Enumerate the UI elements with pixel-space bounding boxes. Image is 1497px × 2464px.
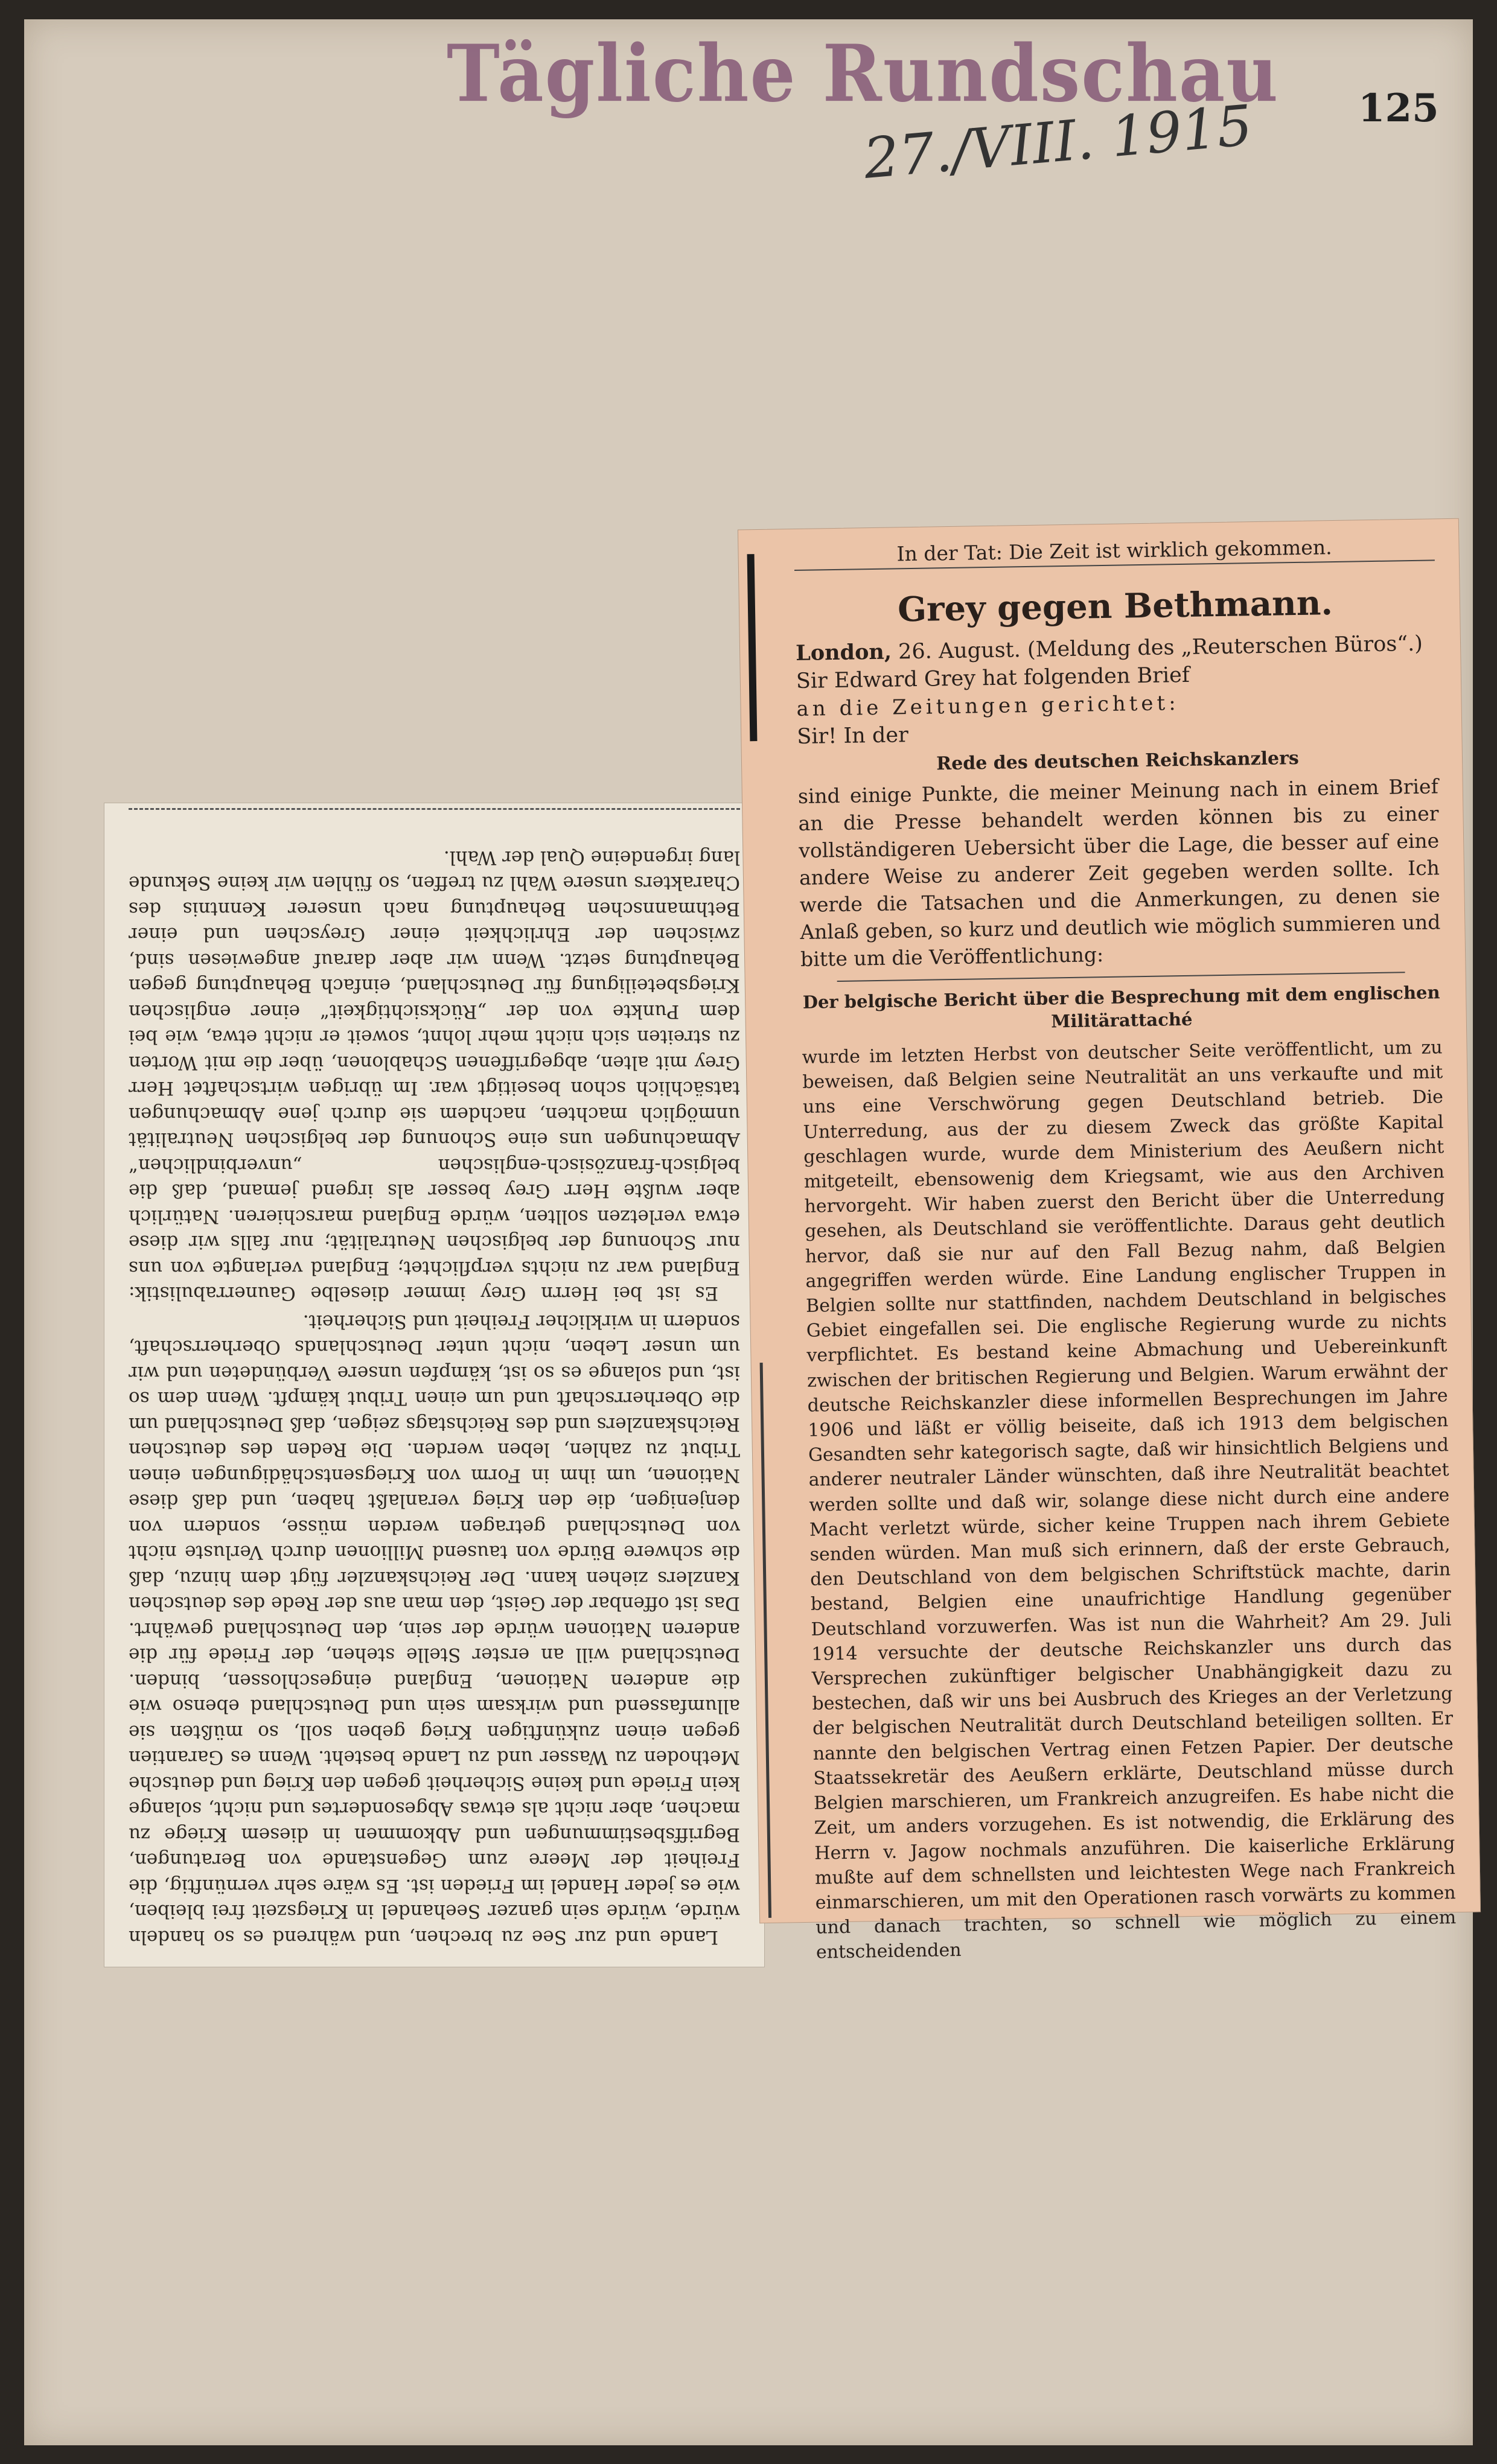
divider — [837, 972, 1405, 982]
clipping-paragraph: Lande und zur See zu brechen, und während es so handeln würde, würde sein ganzer Seehandel in Kriegszeit frei bleiben, wie es jeder Handel im Frieden ist. Es wäre sehr vernünftig, die Freiheit der Meere zum Gegenstande von Beratungen, Begriffsbestimmungen und Abkommen in diesem Kriege zu machen, aber nicht als etwas Abgesondertes und nicht, solange kein Friede und keine Sicherheit gegen den Krieg und deutsche Methoden zu Wasser und zu Lande besteht. Wenn es Garantien gegen einen zukünftigen Krieg geben soll, so müßten sie allumfassend und wirksam sein und Deutschland ebenso wie die anderen Nationen, England eingeschlossen, binden. Deutschland will an erster Stelle stehen, der Friede für die anderen Nationen würde der sein, den Deutschland gewährt. Das ist offenbar der Geist, den man aus der Rede des deutschen Kanzlers ziehen kann. Der Reichskanzler fügt dem hinzu, daß die schwere Bürde von tausend Millionen durch Verluste nicht von Deutschland getragen werden müsse, sondern von denjenigen, die den Krieg veranlaßt haben, und daß diese Nationen, um ihm in Form von Kriegsentschädigungen einen Tribut zu zahlen, leben werden. Die Reden des deutschen Reichskanzlers und des Reichstags zeigen, daß Deutschland um die Oberherrschaft und um einen Tribut kämpft. Wenn dem so ist, und solange es so ist, kämpfen unsere Verbündeten und wir um unser Leben, nicht unter Deutschlands Oberherrschaft, sondern in wirklicher Freiheit und Sicherheit. — [129, 1311, 740, 1948]
article-salutation: Sir! In der — [797, 723, 909, 750]
page-number: 125 — [1358, 86, 1439, 131]
article-headline: Grey gegen Bethmann. — [897, 583, 1333, 630]
article-intro-spaced: an die Zeitungen gerichtet: — [796, 691, 1179, 722]
main-clipping — [738, 518, 1481, 1964]
clipping-paragraph: Es ist bei Herrn Grey immer dieselbe Gaunerrabulistik: England war zu nichts verpflichtet; England verlangte von uns nur Schonung der belgischen Neutralität; nur falls wir diese etwa verletzen sollten, würde England marschieren. Natürlich aber wußte Herr Grey besser als irgend jemand, daß die belgisch-französisch-englischen „unverbindlichen“ Abmachungen uns eine Schonung der belgischen Neutralität unmöglich machten, nachdem sie durch jene Abmachungen tatsächlich schon beseitigt war. Im übrigen wirtschaftet Herr Grey mit alten, abgegriffenen Schablonen, über die mit Worten zu streiten sich nicht mehr lohnt, soweit er nicht etwa, wie bei dem Punkte von der „Rücksichtigkeit“ einer englischen Kriegsbeteiligung für Deutschland, einfach Behauptung gegen Behauptung setzt. Wenn wir aber darauf angewiesen sind, zwischen der Ehrlichkeit einer Greyschen und einer Bethmannschen Behauptung nach unserer Kenntnis des Charakters unsere Wahl zu treffen, so fühlen wir keine Sekunde lang irgendeine Qual der Wahl. — [129, 847, 740, 1305]
newspaper-stamp: Tägliche Rundschau — [447, 27, 1280, 119]
divider — [129, 808, 740, 810]
dateline-text: 26. August. (Meldung des „Reuterschen Büros“.) Sir Edward Grey hat folgenden Brief — [796, 631, 1423, 694]
margin-bar — [747, 554, 758, 741]
dateline-place: London, — [795, 639, 892, 666]
handwritten-date: 27./VIII. 1915 — [861, 93, 1255, 191]
section-heading: Rede des deutschen Reichskanzlers — [936, 747, 1300, 775]
article-paragraph: sind einige Punkte, die meiner Meinung nach in einem Brief an die Presse behandelt werden können bis zu einer vollständigeren Uebersicht über die Lage, die besser auf eine andere Weise zu anderer Zeit gegeben werden sollte. Ich werde die Tatsachen und die Anmerkungen, zu denen sie Anlaß geben, so kurz und deutlich wie möglich summieren und bitte um die Veröffentlichung: — [797, 774, 1441, 971]
article-paragraph: wurde im letzten Herbst von deutscher Seite veröffentlicht, um zu beweisen, daß Belgien seine Neutralität an uns verkaufte und mit uns eine Verschwörung gegen Deutschland betrieb. Die Unterredung, aus der zu diesem Zweck das größte Kapital geschlagen wurde, wurde dem Ministerium des Aeußern nicht mitgeteilt, ebensowenig dem Kriegsamt, wie aus den Archiven hervorgeht. Wir haben zuerst den Bericht über die Unterredung gesehen, als Deutschland sie veröffentlichte. Daraus geht deutlich hervor, daß sie nur auf den Fall Bezug nahm, daß Belgien angegriffen werden würde. Eine Landung englischer Truppen in Belgien sollte nur stattfinden, nachdem Deutschland in belgisches Gebiet eingefallen sei. Die englische Regierung wurde zu nichts verpflichtet. Es bestand keine Abmachung und Uebereinkunft zwischen der britischen Regierung und Belgien. Warum erwähnt der deutsche Reichskanzler diese informellen Besprechungen im Jahre 1906 und läßt er völlig beiseite, daß ich 1913 dem belgischen Gesandten sehr kategorisch sagte, daß wir hinsichtlich Belgiens und anderer neutraler Länder wünschten, daß ihre Neutralität beachtet werden sollte und daß wir, solange diese nicht durch eine andere Macht verletzt würde, sicher keine Truppen nach ihrem Gebiete senden würden. Man muß sich erinnern, daß der erste Gebrauch, den Deutschland von dem belgischen Schriftstück machte, darin bestand, Belgien eine unaufrichtige Handlung gegenüber Deutschland vorzuwerfen. Was ist nun die Wahrheit? Am 29. Juli 1914 versuchte der deutsche Reichskanzler uns durch das Versprechen zukünftiger belgischer Unabhängigkeit dazu zu bestechen, daß wir uns bei Ausbruch des Krieges an der Verletzung der belgischen Neutralität durch Deutschland beteiligen sollten. Er nannte den belgischen Vertrag einen Fetzen Papier. Der deutsche Staatssekretär des Aeußern erklärte, Deutschland müsse durch Belgien marschieren, um Frankreich anzugreifen. Es habe nicht die Zeit, um anders vorzugehen. Es ist notwendig, die Erklärung des Herrn v. Jagow nochmals anzuführen. Die kaiserliche Erklärung mußte auf dem schnellsten und leichtesten Wege nach Frankreich einmarschieren, um mit den Operationen rasch vorwärts zu kommen und danach trachten, so schnell wie möglich zu einem entscheidenden — [802, 1037, 1457, 1964]
clipping-topline: In der Tat: Die Zeit ist wirklich gekommen. — [896, 535, 1332, 566]
article-dateline — [796, 629, 1437, 695]
margin-bar — [760, 1363, 771, 1918]
upside-down-clipping — [104, 803, 765, 1967]
section-heading: Der belgische Bericht über die Besprechung mit dem englischen Militärattaché — [802, 982, 1440, 1032]
